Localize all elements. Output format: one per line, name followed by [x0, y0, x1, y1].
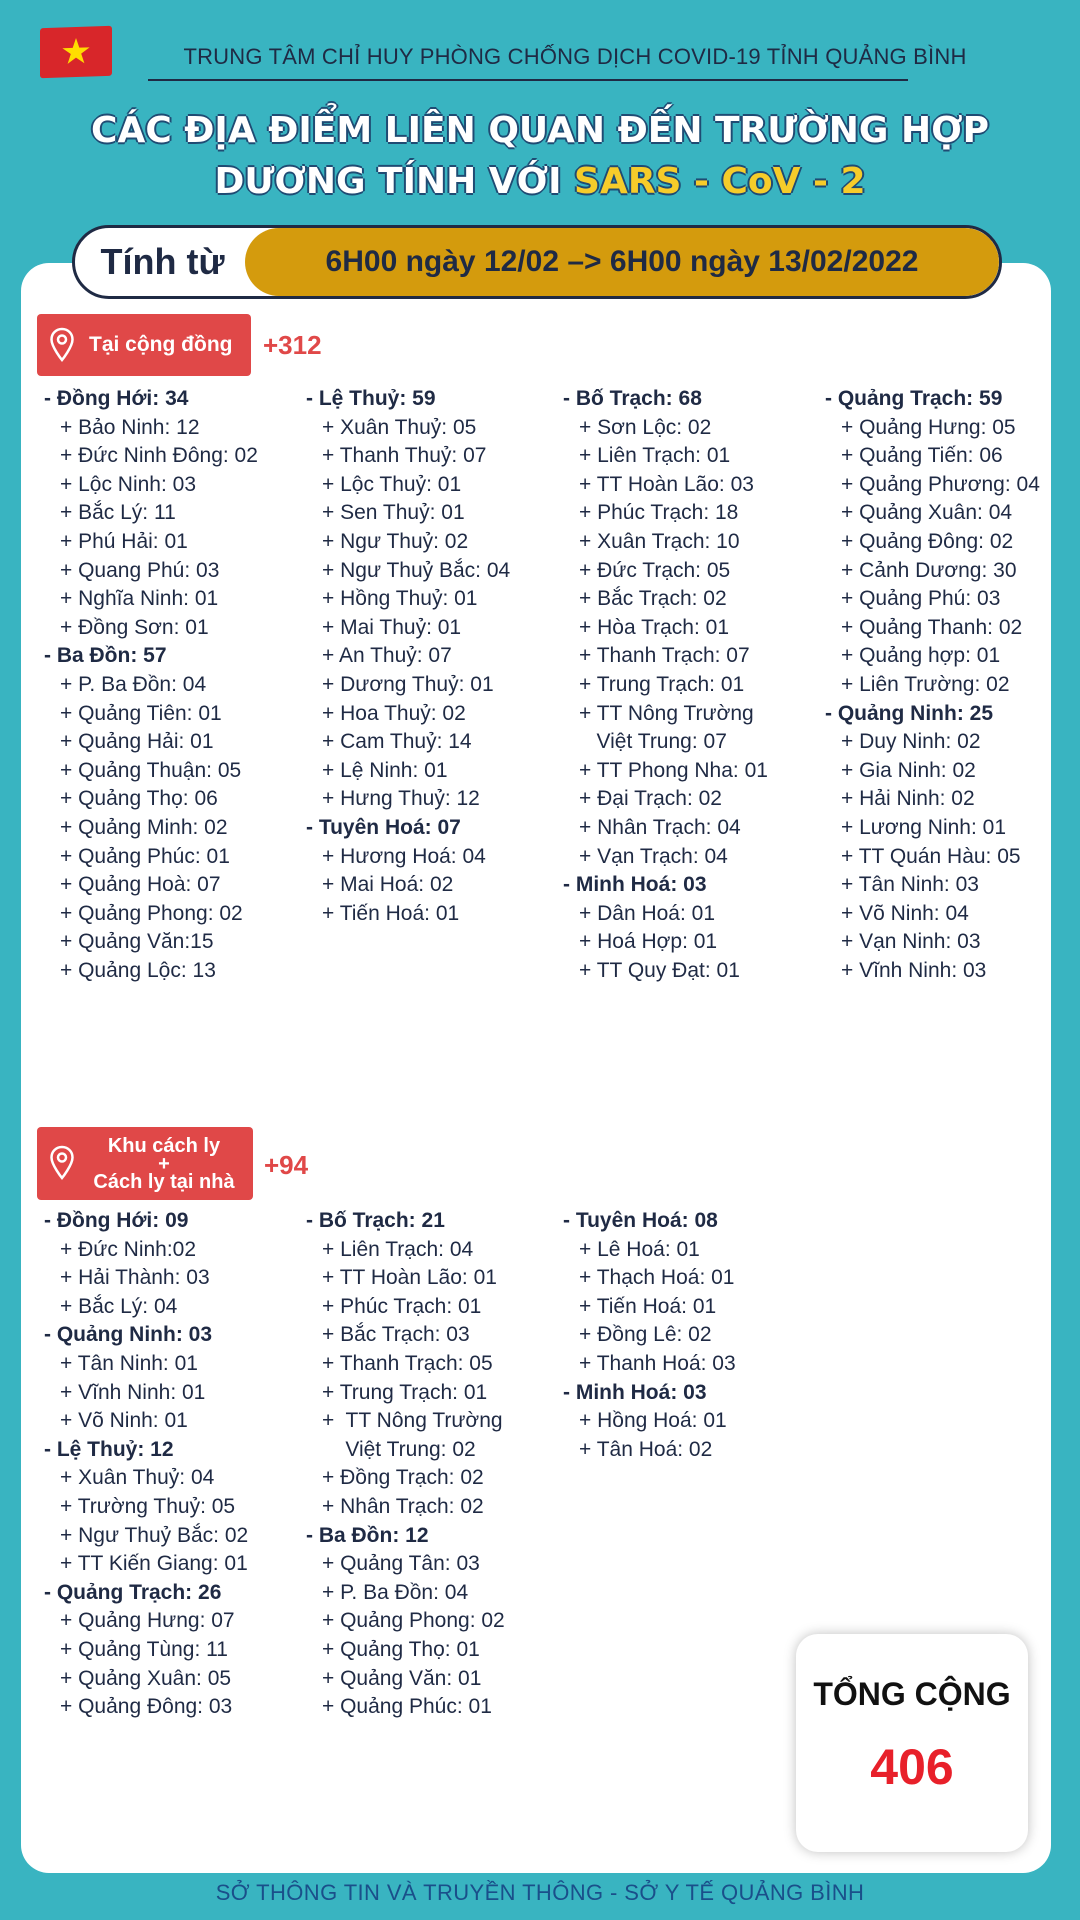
- commune-item: + Quảng Thọ: 06: [60, 787, 218, 811]
- district-heading: - Lệ Thuỷ: 59: [306, 387, 436, 410]
- title-highlight: SARS - CoV - 2: [574, 161, 866, 202]
- commune-item: + TT Quán Hàu: 05: [841, 844, 1021, 868]
- district-heading: - Minh Hoá: 03: [563, 1380, 707, 1404]
- quarantine-count: +94: [264, 1150, 309, 1180]
- commune-item: + Quảng Văn: 01: [322, 1666, 482, 1690]
- commune-item: + Đại Trạch: 02: [579, 787, 722, 811]
- commune-item: + Tân Ninh: 03: [841, 873, 979, 897]
- commune-item: + Lộc Ninh: 03: [60, 472, 197, 496]
- commune-item: + An Thuỷ: 07: [322, 644, 452, 668]
- commune-item: + Mai Thuỷ: 01: [322, 615, 462, 639]
- commune-item: + Quảng Hải: 01: [60, 730, 214, 754]
- commune-item: + TT Hoàn Lão: 01: [322, 1266, 497, 1290]
- community-tag: [37, 314, 251, 376]
- location-pin-icon: [49, 327, 75, 363]
- commune-item: + Thanh Trạch: 05: [322, 1351, 493, 1375]
- commune-item: + TT Quy Đạt: 01: [579, 958, 740, 982]
- commune-item: + Gia Ninh: 02: [841, 758, 976, 782]
- commune-item: + Vĩnh Ninh: 03: [841, 958, 987, 982]
- commune-item: + Quảng Xuân: 04: [841, 501, 1013, 525]
- district-heading: - Lệ Thuỷ: 12: [44, 1437, 174, 1461]
- quarantine-column: [44, 1207, 304, 1722]
- commune-item: Việt Trung: 07: [579, 730, 727, 754]
- commune-item: + Quảng Đông: 03: [60, 1695, 233, 1719]
- commune-item: + TT Nông Trường: [322, 1409, 503, 1433]
- commune-item: + Quảng Đông: 02: [841, 529, 1014, 553]
- commune-item: + P. Ba Đồn: 04: [60, 672, 207, 696]
- commune-item: + Dân Hoá: 01: [579, 901, 716, 925]
- commune-item: + Hải Thành: 03: [60, 1266, 210, 1290]
- quarantine-tag-line3: Cách ly tại nhà: [93, 1171, 235, 1193]
- location-pin-icon: [49, 1145, 75, 1181]
- commune-item: + Mai Hoá: 02: [322, 873, 454, 897]
- district-heading: - Ba Đồn: 12: [306, 1523, 429, 1547]
- commune-item: + TT Phong Nha: 01: [579, 758, 768, 782]
- commune-item: + Quang Phú: 03: [60, 558, 220, 582]
- footer: SỞ THÔNG TIN VÀ TRUYỀN THÔNG - SỞ Y TẾ QUẢNG BÌNH: [215, 1880, 865, 1905]
- total-box: [796, 1634, 1028, 1852]
- district-heading: - Quảng Trạch: 59: [825, 387, 1003, 410]
- commune-item: + Bắc Trạch: 02: [579, 587, 727, 611]
- commune-item: + Nhân Trạch: 02: [322, 1494, 484, 1518]
- commune-item: + Hưng Thuỷ: 12: [322, 787, 480, 811]
- district-heading: - Bố Trạch: 21: [306, 1209, 445, 1232]
- commune-item: + Nghĩa Ninh: 01: [60, 587, 219, 611]
- commune-item: + Ngư Thuỷ Bắc: 02: [60, 1523, 249, 1547]
- commune-item: + Đức Ninh:02: [60, 1237, 197, 1261]
- commune-item: + Ngư Thuỷ Bắc: 04: [322, 558, 511, 582]
- date-range: 6H00 ngày 12/02 –> 6H00 ngày 13/02/2022: [245, 228, 999, 296]
- commune-item: + Đồng Lê: 02: [579, 1323, 712, 1347]
- commune-item: + Quảng Tân: 03: [322, 1552, 480, 1576]
- commune-item: + Thanh Hoá: 03: [579, 1351, 736, 1375]
- commune-item: + Lê Hoá: 01: [579, 1237, 700, 1261]
- commune-item: + Xuân Thuỷ: 04: [60, 1466, 215, 1490]
- commune-item: + Thạch Hoá: 01: [579, 1266, 735, 1290]
- commune-item: + Phúc Trạch: 18: [579, 501, 739, 525]
- district-heading: - Đồng Hới: 09: [44, 1209, 189, 1232]
- district-heading: - Quảng Ninh: 03: [44, 1323, 212, 1347]
- commune-item: + Duy Ninh: 02: [841, 730, 981, 754]
- district-heading: - Đồng Hới: 34: [44, 387, 189, 410]
- commune-item: + Tiến Hoá: 01: [579, 1294, 717, 1318]
- commune-item: + Bắc Trạch: 03: [322, 1323, 470, 1347]
- commune-item: + Vạn Trạch: 04: [579, 844, 728, 868]
- commune-item: + Hương Hoá: 04: [322, 844, 486, 868]
- commune-item: + Đồng Trạch: 02: [322, 1466, 484, 1490]
- commune-item: + P. Ba Đồn: 04: [322, 1580, 469, 1604]
- quarantine-tag-line2: +: [158, 1153, 170, 1175]
- commune-item: + Liên Trạch: 04: [322, 1237, 474, 1261]
- commune-item: + TT Hoàn Lão: 03: [579, 472, 754, 496]
- commune-item: + Xuân Trạch: 10: [579, 529, 740, 553]
- community-column: [306, 385, 566, 928]
- commune-item: + Hải Ninh: 02: [841, 787, 975, 811]
- commune-item: + Quảng Tiên: 01: [60, 701, 222, 725]
- header-divider: [148, 79, 908, 81]
- commune-item: + Liên Trường: 02: [841, 672, 1010, 696]
- commune-item: + Quảng Hoà: 07: [60, 873, 221, 897]
- quarantine-column: [306, 1207, 566, 1722]
- main-title-line1: CÁC ĐỊA ĐIỂM LIÊN QUAN ĐẾN TRƯỜNG HỢP: [91, 110, 989, 151]
- commune-item: + Võ Ninh: 01: [60, 1409, 188, 1433]
- commune-item: + Trung Trạch: 01: [322, 1380, 488, 1404]
- commune-item: + Quảng Tiến: 06: [841, 444, 1003, 468]
- quarantine-tag-line1: Khu cách ly: [107, 1135, 221, 1157]
- commune-item: + Quảng Phúc: 01: [60, 844, 230, 868]
- quarantine-tag: [37, 1127, 253, 1200]
- commune-item: + Tân Ninh: 01: [60, 1351, 198, 1375]
- commune-item: + Quảng hợp: 01: [841, 644, 1001, 668]
- commune-item: + Đức Ninh Đông: 02: [60, 444, 258, 468]
- commune-item: + Hòa Trạch: 01: [579, 615, 730, 639]
- commune-item: + Bắc Lý: 11: [60, 501, 176, 525]
- commune-item: + Lộc Thuỷ: 01: [322, 472, 462, 496]
- commune-item: + Thanh Trạch: 07: [579, 644, 750, 668]
- commune-item: + Trung Trạch: 01: [579, 672, 745, 696]
- commune-item: + Hồng Thuỷ: 01: [322, 587, 478, 611]
- commune-item: + Quảng Phong: 02: [322, 1609, 505, 1633]
- commune-item: + Ngư Thuỷ: 02: [322, 529, 469, 553]
- community-tag-label: Tại cộng đồng: [89, 333, 233, 356]
- district-heading: - Bố Trạch: 68: [563, 387, 702, 410]
- commune-item: + Quảng Phương: 04: [841, 472, 1040, 496]
- commune-item: + Cam Thuỷ: 14: [322, 730, 472, 754]
- district-heading: - Tuyên Hoá: 07: [306, 815, 461, 839]
- commune-item: + Quảng Lộc: 13: [60, 958, 216, 982]
- commune-item: + Tiến Hoá: 01: [322, 901, 460, 925]
- commune-item: + Đồng Sơn: 01: [60, 615, 209, 639]
- commune-item: + Quảng Văn:15: [60, 930, 214, 954]
- commune-item: + Quảng Phong: 02: [60, 901, 243, 925]
- commune-item: + Xuân Thuỷ: 05: [322, 415, 477, 439]
- commune-item: + Quảng Minh: 02: [60, 815, 228, 839]
- commune-item: + Quảng Tùng: 11: [60, 1637, 228, 1661]
- commune-item: + Sen Thuỷ: 01: [322, 501, 465, 525]
- total-value: 406: [870, 1739, 954, 1795]
- commune-item: + Quảng Hưng: 07: [60, 1609, 235, 1633]
- commune-item: + Đức Trạch: 05: [579, 558, 731, 582]
- commune-item: + Quảng Hưng: 05: [841, 415, 1016, 439]
- district-heading: - Tuyên Hoá: 08: [563, 1209, 718, 1232]
- commune-item: + Quảng Phú: 03: [841, 587, 1001, 611]
- district-heading: - Quảng Ninh: 25: [825, 701, 993, 725]
- commune-item: + Cảnh Dương: 30: [841, 558, 1017, 582]
- commune-item: + Trường Thuỷ: 05: [60, 1494, 236, 1518]
- community-column: [825, 385, 1080, 985]
- quarantine-column: [563, 1207, 823, 1464]
- commune-item: + Vĩnh Ninh: 01: [60, 1380, 206, 1404]
- commune-item: + Sơn Lộc: 02: [579, 415, 712, 439]
- commune-item: + Hoá Hợp: 01: [579, 930, 718, 954]
- commune-item: + Hồng Hoá: 01: [579, 1409, 727, 1433]
- commune-item: + Quảng Thọ: 01: [322, 1637, 480, 1661]
- commune-item: + Võ Ninh: 04: [841, 901, 969, 925]
- commune-item: + Quảng Xuân: 05: [60, 1666, 232, 1690]
- commune-item: + Lệ Ninh: 01: [322, 758, 448, 782]
- district-heading: - Ba Đồn: 57: [44, 644, 167, 668]
- community-count: +312: [263, 330, 322, 360]
- commune-item: + Tân Hoá: 02: [579, 1437, 713, 1461]
- commune-item: + Bảo Ninh: 12: [60, 415, 200, 439]
- community-column: [44, 385, 304, 985]
- main-title-line2: [0, 161, 1080, 202]
- commune-item: + Liên Trạch: 01: [579, 444, 731, 468]
- district-heading: - Minh Hoá: 03: [563, 873, 707, 897]
- commune-item: + Nhân Trạch: 04: [579, 815, 741, 839]
- commune-item: + Phúc Trạch: 01: [322, 1294, 482, 1318]
- vietnam-flag-icon: [40, 26, 112, 79]
- commune-item: + Thanh Thuỷ: 07: [322, 444, 487, 468]
- commune-item: Việt Trung: 02: [322, 1437, 476, 1461]
- commune-item: + Quảng Phúc: 01: [322, 1695, 492, 1719]
- commune-item: + Dương Thuỷ: 01: [322, 672, 494, 696]
- commune-item: + Vạn Ninh: 03: [841, 930, 981, 954]
- commune-item: + Quảng Thanh: 02: [841, 615, 1023, 639]
- commune-item: + TT Kiến Giang: 01: [60, 1552, 248, 1576]
- commune-item: + Phú Hải: 01: [60, 529, 188, 553]
- total-label: TỔNG CỘNG: [813, 1676, 1011, 1712]
- title-prefix: DƯƠNG TÍNH VỚI: [214, 161, 575, 202]
- date-range-pill: [72, 225, 1002, 299]
- district-heading: - Quảng Trạch: 26: [44, 1580, 222, 1604]
- date-label: Tính từ: [100, 241, 225, 282]
- commune-item: + Bắc Lý: 04: [60, 1294, 178, 1318]
- commune-item: + Lương Ninh: 01: [841, 815, 1007, 839]
- org-title: TRUNG TÂM CHỈ HUY PHÒNG CHỐNG DỊCH COVID-19 TỈNH QUẢNG BÌNH: [183, 44, 967, 69]
- community-column: [563, 385, 823, 985]
- commune-item: + TT Nông Trường: [579, 701, 754, 725]
- commune-item: + Hoa Thuỷ: 02: [322, 701, 466, 725]
- commune-item: + Quảng Thuận: 05: [60, 758, 242, 782]
